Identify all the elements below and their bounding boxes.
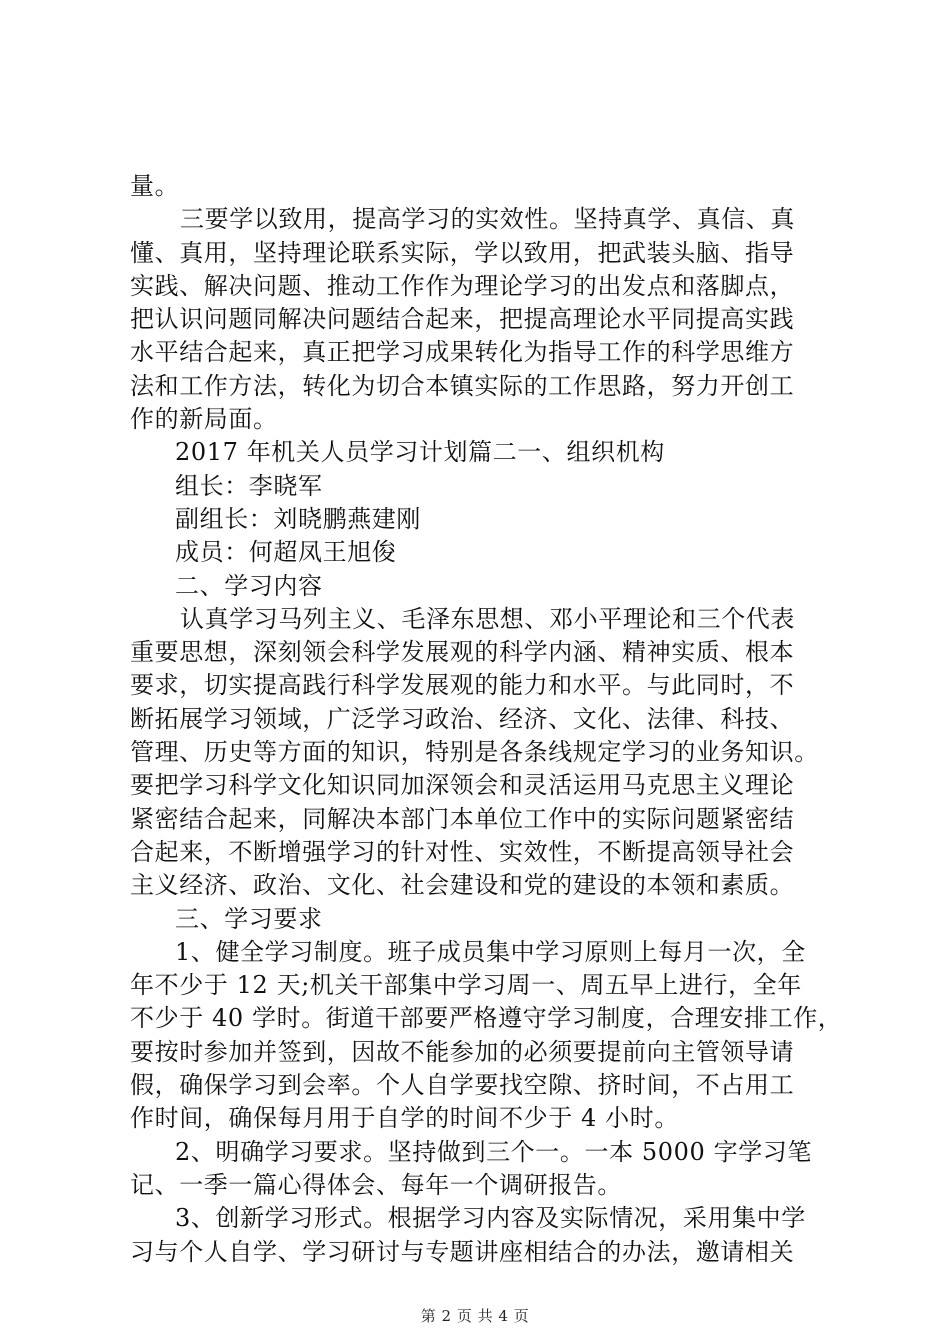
text-line: 2、明确学习要求。坚持做到三个一。一本 5000 字学习笔 <box>175 1137 813 1166</box>
text-line: 三、学习要求 <box>175 904 323 933</box>
text-line: 作时间，确保每月用于自学的时间不少于 4 小时。 <box>130 1104 679 1133</box>
text-line: 副组长：刘晓鹏燕建刚 <box>175 504 421 533</box>
text-line: 习与个人自学、学习研讨与专题讲座相结合的办法，邀请相关 <box>130 1237 795 1266</box>
text-line: 认真学习马列主义、毛泽东思想、邓小平理论和三个代表 <box>180 604 795 633</box>
text-line: 组长：李晓军 <box>175 471 323 500</box>
text-line: 1、健全学习制度。班子成员集中学习原则上每月一次，全 <box>175 937 806 966</box>
text-line: 法和工作方法，转化为切合本镇实际的工作思路，努力开创工 <box>130 371 795 400</box>
text-line: 年不少于 12 天;机关干部集中学习周一、周五早上进行，全年 <box>130 971 802 1000</box>
text-line: 主义经济、政治、文化、社会建设和党的建设的本领和素质。 <box>130 871 795 900</box>
text-line: 3、创新学习形式。根据学习内容及实际情况，采用集中学 <box>175 1204 806 1233</box>
text-line: 不少于 40 学时。街道干部要严格遵守学习制度，合理安排工作， <box>130 1004 843 1033</box>
text-line: 要把学习科学文化知识同加深领会和灵活运用马克思主义理论 <box>130 771 795 800</box>
text-line: 要求，切实提高践行科学发展观的能力和水平。与此同时，不 <box>130 671 795 700</box>
text-line: 假，确保学习到会率。个人自学要找空隙、挤时间，不占用工 <box>130 1071 795 1100</box>
text-line: 成员：何超凤王旭俊 <box>175 538 397 567</box>
text-line: 水平结合起来，真正把学习成果转化为指导工作的科学思维方 <box>130 338 795 367</box>
text-line: 记、一季一篇心得体会、每年一个调研报告。 <box>130 1170 622 1199</box>
text-line: 量。 <box>130 172 180 200</box>
text-line: 断拓展学习领域，广泛学习政治、经济、文化、法律、科技、 <box>130 704 795 733</box>
text-line: 把认识问题同解决问题结合起来，把提高理论水平同提高实践 <box>130 305 795 334</box>
text-line: 三要学以致用，提高学习的实效性。坚持真学、真信、真 <box>180 205 795 234</box>
text-line: 紧密结合起来，同解决本部门本单位工作中的实际问题紧密结 <box>130 804 795 833</box>
text-line: 重要思想，深刻领会科学发展观的科学内涵、精神实质、根本 <box>130 638 795 667</box>
text-line: 要按时参加并签到，因故不能参加的必须要提前向主管领导请 <box>130 1037 795 1066</box>
text-line: 作的新局面。 <box>130 405 278 434</box>
text-line: 合起来，不断增强学习的针对性、实效性，不断提高领导社会 <box>130 837 795 866</box>
text-line: 管理、历史等方面的知识，特别是各条线规定学习的业务知识。 <box>130 738 819 767</box>
page-footer: 第 2 页 共 4 页 <box>420 1307 530 1325</box>
document-body <box>130 170 843 1269</box>
text-line: 懂、真用，坚持理论联系实际，学以致用，把武装头脑、指导 <box>130 238 795 267</box>
text-line: 实践、解决问题、推动工作作为理论学习的出发点和落脚点， <box>130 271 795 300</box>
text-line: 2017 年机关人员学习计划篇二一、组织机构 <box>175 438 665 467</box>
text-line: 二、学习内容 <box>175 571 323 600</box>
